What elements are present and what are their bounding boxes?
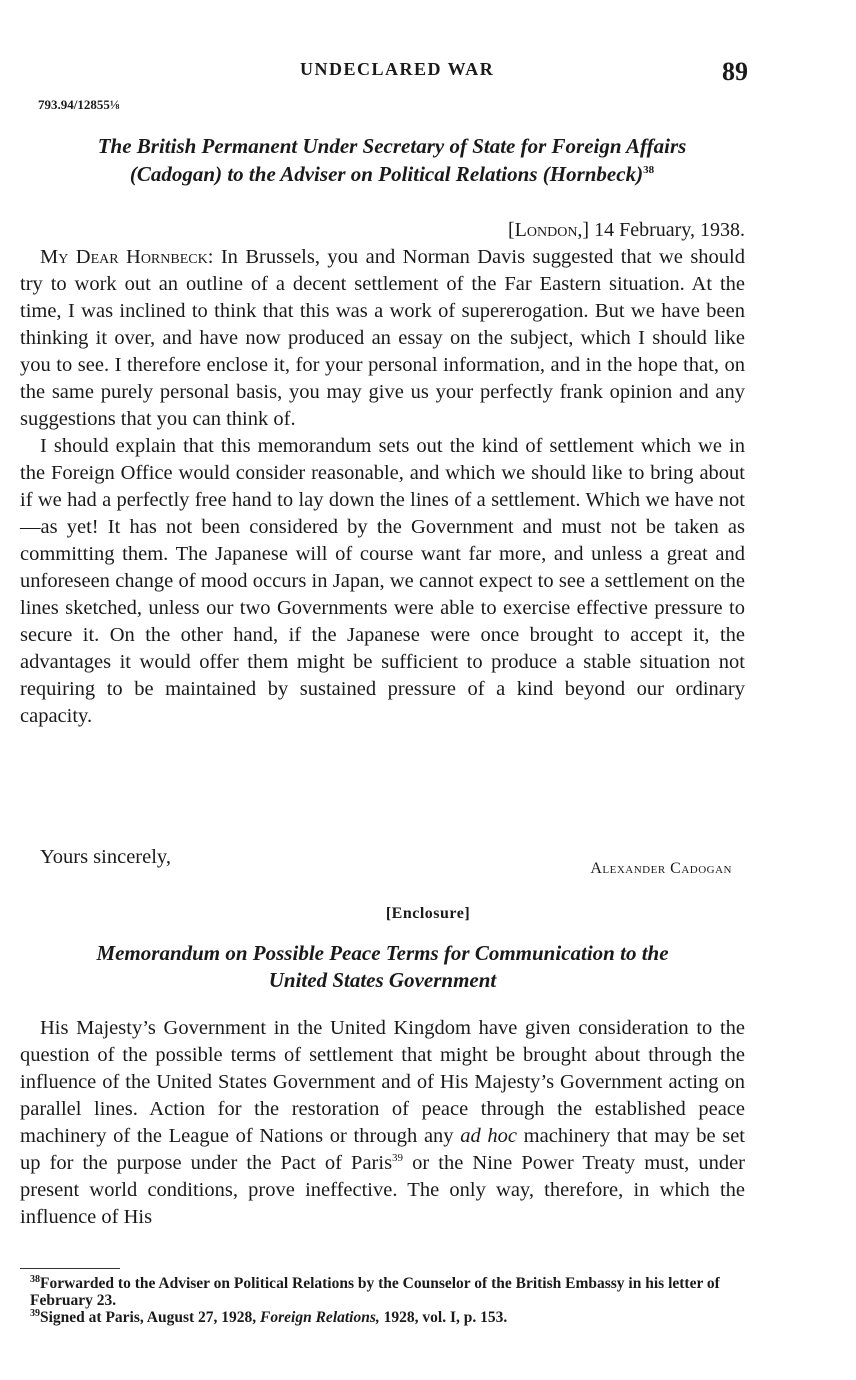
footnote-39-text-2: 1928, vol. I, p. 153. (383, 1309, 508, 1326)
running-header (0, 57, 856, 87)
footnote-38-text: Forwarded to the Adviser on Political Relations by the Counselor of the British Embassy in his letter of February 23. (30, 1275, 720, 1309)
document-title-line-2 (22, 160, 762, 188)
memorandum-title-line-1: Memorandum on Possible Peace Terms for Communication to the (96, 941, 669, 965)
memorandum-title-line-2: United States Government (268, 968, 497, 992)
memorandum-text-1: His Majesty’s Government in the United Kingdom have given consideration to the question of the possible terms of settlement that might be brought about through the influence of the United States Government and of His Majesty’s Government acting on parallel lines. Action for the restoration of peace through the established peace machinery of the League of Nations or through any (20, 1017, 745, 1147)
footnote-ref-39: 39 (392, 1152, 404, 1165)
document-title-line-1: The British Permanent Under Secretary of State for Foreign Affairs (97, 134, 687, 158)
dateline-date: 14 February, 1938. (594, 219, 745, 241)
memorandum-italic-term: ad hoc (460, 1125, 517, 1147)
enclosure-label: [Enclosure] (385, 905, 471, 922)
footnote-39-italic: Foreign Relations, (260, 1309, 380, 1326)
running-title: UNDECLARED WAR (300, 59, 495, 79)
footnotes (10, 1275, 730, 1326)
memorandum-body (20, 1015, 745, 1231)
memorandum-paragraph (20, 1015, 745, 1231)
letter-closing (40, 846, 740, 878)
letter-paragraph-1-text: In Brussels, you and Norman Davis suggested that we should try to work out an outline of a decent settlement of the Far Eastern situation. At the time, I was inclined to think that this was a work of supererogation. But we have been thinking it over, and have now produced an essay on the subject, which I should like you to see. I therefore enclose it, for your personal information, and in the hope that, on the same purely personal basis, you may give us your perfectly frank opinion and any suggestions that you can think of. (20, 246, 745, 430)
memorandum-title (20, 940, 745, 994)
document-title-line-2-text: (Cadogan) to the Adviser on Political Relations (Hornbeck) (129, 162, 644, 186)
letter-paragraph-2: I should explain that this memorandum sets out the kind of settlement which we in the Foreign Office would consider reasonable, and which we should like to bring about if we had a perfectly free hand to lay down the lines of a settlement. Which we have not—as yet! It has not been considered by the Government and must not be taken as committing them. The Japanese will of course want far more, and unless a great and unforeseen change of mood occurs in Japan, we cannot expect to see a settlement on the lines sketched, unless our two Governments were able to exercise effective pressure to secure it. On the other hand, if the Japanese were once brought to accept it, the advantages it would offer them might be sufficient to produce a stable situation not requiring to be maintained by sustained pressure of a kind beyond our ordinary capacity. (20, 435, 745, 727)
letter-paragraph-1 (20, 244, 745, 433)
footnote-divider (20, 1268, 120, 1269)
footnote-39-text-1: Signed at Paris, August 27, 1928, (40, 1309, 257, 1326)
letter-body (20, 244, 745, 730)
memorandum-text-3: or the Nine Power Treaty must, under present world conditions, prove ineffective. The only way, therefore, in which the influence of His (20, 1152, 745, 1228)
memorandum-text-2: machinery that may be set up for the purpose under the Pact of Paris (20, 1125, 745, 1174)
letter-salutation: My Dear Hornbeck: (40, 246, 214, 268)
dateline-place: [London,] (508, 219, 590, 241)
footnote-39-number: 39 (30, 1307, 40, 1319)
page-number: 89 (722, 57, 748, 86)
footnote-39 (10, 1309, 730, 1326)
footnote-38-number: 38 (30, 1273, 40, 1285)
footnote-38 (10, 1275, 730, 1309)
signature: Alexander Cadogan (590, 860, 732, 877)
document-title (22, 132, 762, 188)
footnote-ref-38: 38 (643, 164, 655, 176)
file-number: 793.94/12855⅛ (38, 97, 120, 112)
complimentary-close: Yours sincerely, (40, 846, 171, 868)
dateline (400, 216, 745, 244)
